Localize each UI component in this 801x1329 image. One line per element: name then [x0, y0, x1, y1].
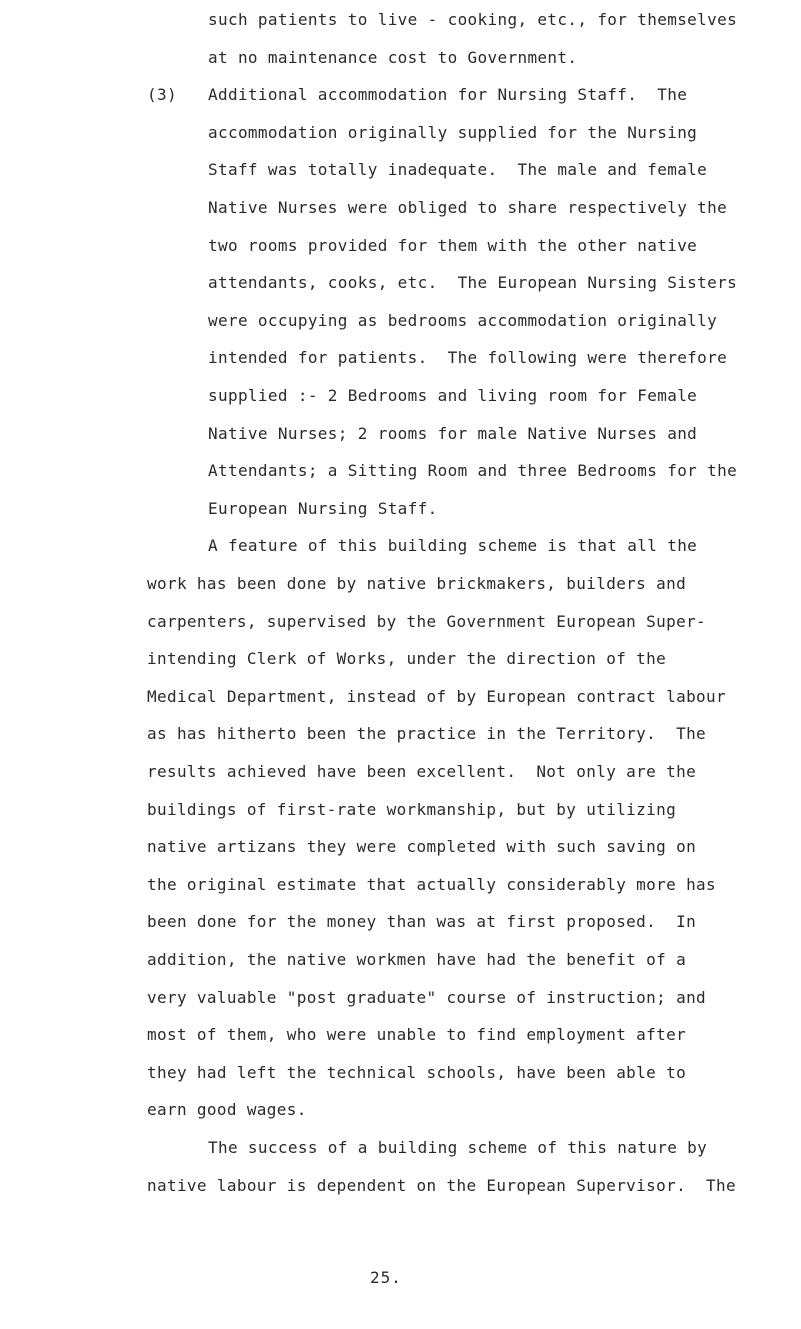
text-line: at no maintenance cost to Government.: [208, 48, 578, 67]
text-line: intending Clerk of Works, under the direction of the: [147, 649, 667, 668]
text-line: native artizans they were completed with such saving on: [147, 837, 697, 856]
text-line: Medical Department, instead of by European contract labour: [147, 687, 727, 706]
text-line: addition, the native workmen have had the benefit of a: [147, 950, 687, 969]
text-line: buildings of first-rate workmanship, but by utilizing: [147, 800, 677, 819]
text-line: native labour is dependent on the European Supervisor. The: [147, 1176, 736, 1195]
text-line: most of them, who were unable to find employment after: [147, 1025, 687, 1044]
text-line: been done for the money than was at first proposed. In: [147, 912, 697, 931]
text-line: as has hitherto been the practice in the Territory. The: [147, 724, 707, 743]
text-line: very valuable "post graduate" course of instruction; and: [147, 988, 707, 1007]
text-line: Staff was totally inadequate. The male and female: [208, 160, 708, 179]
text-line: attendants, cooks, etc. The European Nursing Sisters: [208, 273, 738, 292]
paragraph-start: The success of a building scheme of this nature by: [208, 1138, 708, 1157]
text-line: Attendants; a Sitting Room and three Bedrooms for the: [208, 461, 738, 480]
text-line: supplied :- 2 Bedrooms and living room for Female: [208, 386, 698, 405]
text-line: work has been done by native brickmakers, builders and: [147, 574, 687, 593]
text-line: such patients to live - cooking, etc., for themselves: [208, 10, 738, 29]
text-line: results achieved have been excellent. Not only are the: [147, 762, 697, 781]
text-line: two rooms provided for them with the other native: [208, 236, 698, 255]
text-line: they had left the technical schools, have been able to: [147, 1063, 687, 1082]
text-line: the original estimate that actually considerably more has: [147, 875, 717, 894]
section-heading-line: Additional accommodation for Nursing Staff. The: [208, 85, 688, 104]
text-line: were occupying as bedrooms accommodation originally: [208, 311, 718, 330]
text-line: carpenters, supervised by the Government European Super-: [147, 612, 707, 631]
text-line: Native Nurses; 2 rooms for male Native Nurses and: [208, 424, 698, 443]
text-line: earn good wages.: [147, 1100, 307, 1119]
text-line: Native Nurses were obliged to share respectively the: [208, 198, 728, 217]
page-number: 25.: [370, 1268, 402, 1287]
section-number: (3): [147, 85, 177, 104]
text-line: European Nursing Staff.: [208, 499, 438, 518]
text-line: accommodation originally supplied for the Nursing: [208, 123, 698, 142]
paragraph-start: A feature of this building scheme is that all the: [208, 536, 698, 555]
text-line: intended for patients. The following were therefore: [208, 348, 728, 367]
